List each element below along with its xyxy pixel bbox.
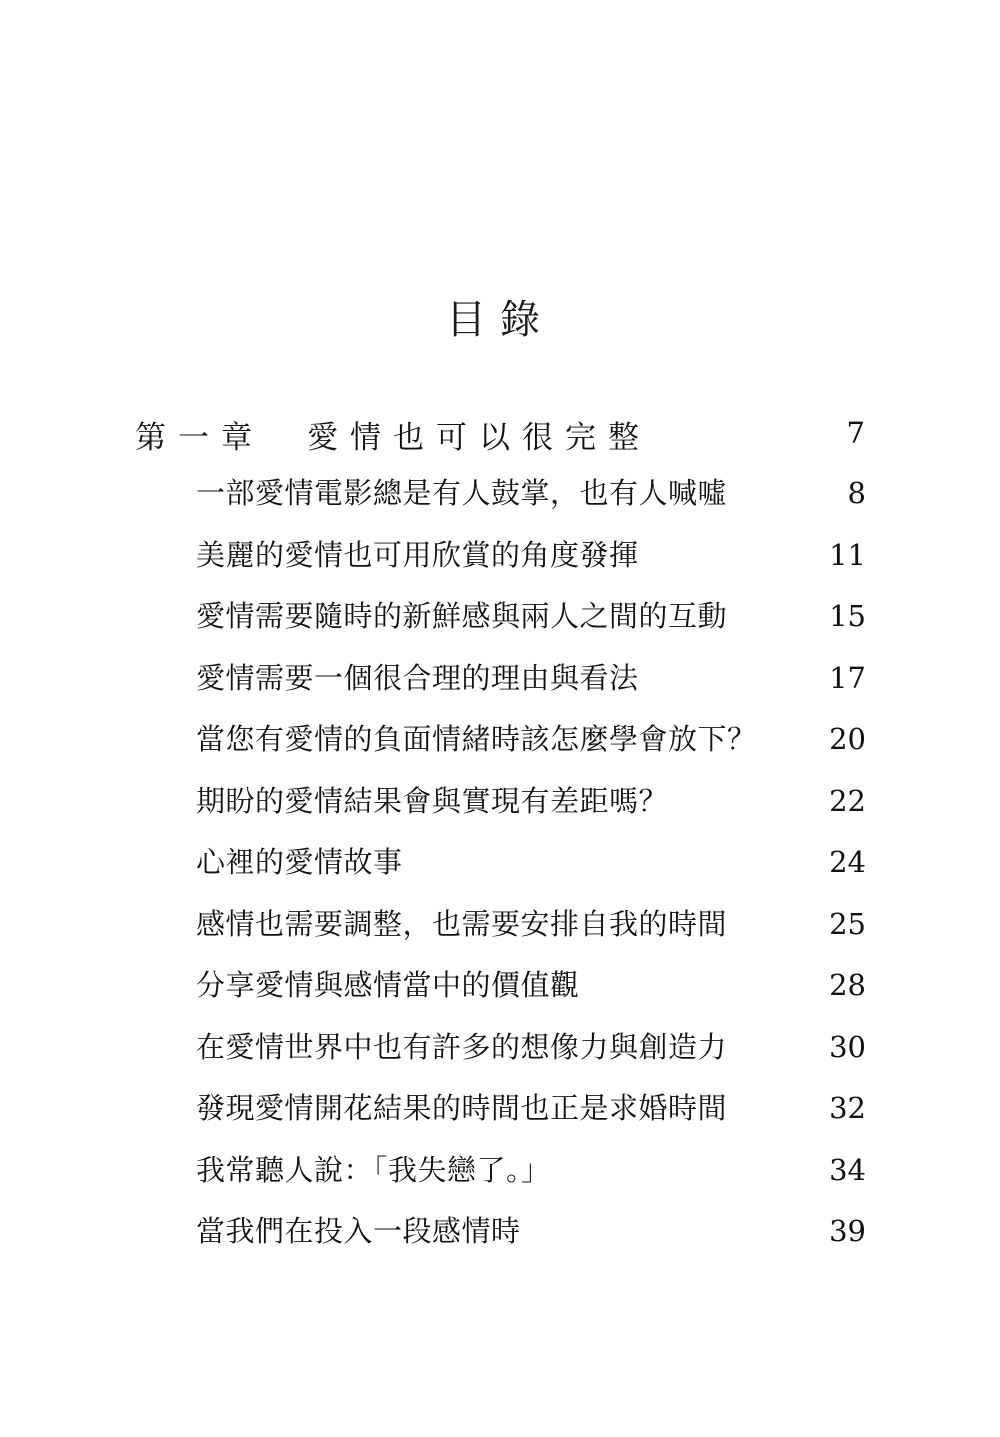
toc-entry-page: 28 <box>829 968 866 1002</box>
toc-entry <box>196 1025 866 1087</box>
toc-entry-title: 愛情需要一個很合理的理由與看法 <box>196 660 639 695</box>
toc-entry-title: 在愛情世界中也有許多的想像力與創造力 <box>196 1029 728 1064</box>
toc-entry <box>196 1086 866 1148</box>
toc-entry <box>196 594 866 656</box>
toc-entry-title: 心裡的愛情故事 <box>196 845 403 879</box>
toc-entry-page: 32 <box>829 1091 866 1125</box>
toc-entry <box>196 840 866 902</box>
toc-entry <box>196 1209 866 1271</box>
toc-entry-page: 39 <box>829 1214 866 1248</box>
toc-entry-page: 30 <box>829 1029 866 1064</box>
toc-entry-title: 當您有愛情的負面情緒時該怎麼學會放下？ <box>196 722 757 756</box>
toc-entry-page: 34 <box>829 1152 866 1187</box>
toc-entry <box>196 1148 866 1210</box>
toc-entry-page: 17 <box>829 660 866 695</box>
toc-entry-title: 美麗的愛情也可用欣賞的角度發揮 <box>196 537 639 572</box>
toc-entry <box>196 533 866 595</box>
toc-entry-title: 愛情需要隨時的新鮮感與兩人之間的互動 <box>196 599 728 633</box>
toc-entry-title: 一部愛情電影總是有人鼓掌，也有人喊噓 <box>196 476 728 510</box>
toc-entry <box>196 471 866 533</box>
toc-entry <box>196 963 866 1025</box>
toc-entry-page: 8 <box>847 476 866 510</box>
toc-entry <box>196 717 866 779</box>
toc-entry-page: 24 <box>829 845 866 879</box>
toc-entry-title: 我常聽人說：「我失戀了。」 <box>196 1152 551 1187</box>
toc-heading: 目錄 <box>446 297 554 343</box>
toc-entry-title: 感情也需要調整，也需要安排自我的時間 <box>196 906 728 941</box>
toc-entry-page: 11 <box>829 537 866 572</box>
toc-entry-page: 25 <box>829 906 866 941</box>
toc-entry-page: 22 <box>829 783 866 818</box>
toc-entry-title: 發現愛情開花結果的時間也正是求婚時間 <box>196 1091 728 1125</box>
toc-entry <box>196 656 866 718</box>
toc-entry-title: 當我們在投入一段感情時 <box>196 1214 521 1248</box>
chapter-title: 第一章 愛情也可以很完整 <box>135 420 651 456</box>
chapter-row <box>135 412 865 456</box>
toc-entry-page: 15 <box>829 599 866 633</box>
toc-entry-page: 20 <box>829 722 866 756</box>
chapter-page-number: 7 <box>846 416 865 450</box>
toc-entry-title: 期盼的愛情結果會與實現有差距嗎？ <box>196 783 669 818</box>
toc-entry-title: 分享愛情與感情當中的價值觀 <box>196 968 580 1002</box>
toc-entry <box>196 779 866 841</box>
toc-entry-list <box>196 471 866 1271</box>
toc-entry <box>196 902 866 964</box>
